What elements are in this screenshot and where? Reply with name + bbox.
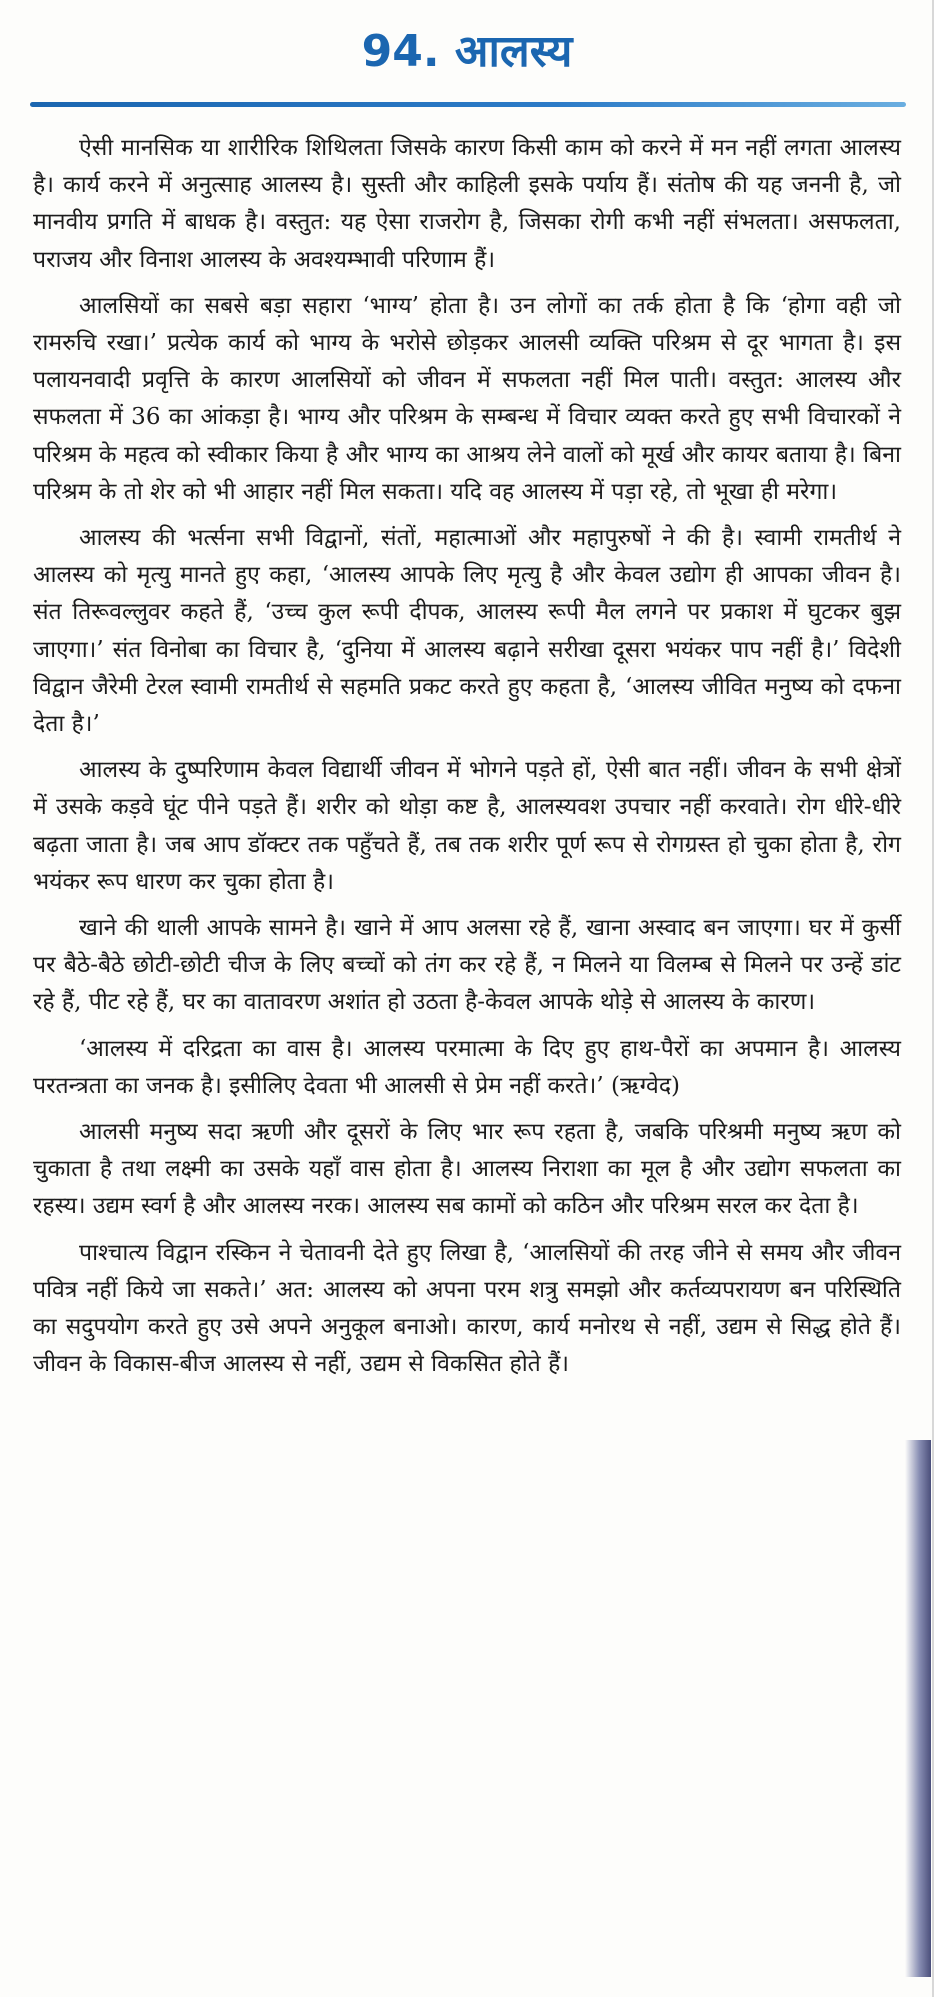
paragraph-6-quote: ‘आलस्य में दरिद्रता का वास है। आलस्य परमात्मा के दिए हुए हाथ-पैरों का अपमान है। आलस्य परतन्त्रता का जनक है। इसीलिए देवता भी आलसी से प्रेम नहीं करते।’ (ऋग्वेद) [33,1035,901,1099]
essay-body [33,130,901,1393]
title-underline-rule [30,102,906,107]
paragraph-2: आलसियों का सबसे बड़ा सहारा ‘भाग्य’ होता है। उन लोगों का तर्क होता है कि ‘होगा वही जो रामरुचि रखा।’ प्रत्येक कार्य को भाग्य के भरोसे छोड़कर आलसी व्यक्ति परिश्रम से दूर भागता है। इस पलायनवादी प्रवृत्ति के कारण आलसियों को जीवन में सफलता नहीं मिल पाती। वस्तुत: आलस्य और सफलता में 36 का आंकड़ा है। भाग्य और परिश्रम के सम्बन्ध में विचार व्यक्त करते हुए सभी विचारकों ने परिश्रम के महत्व को स्वीकार किया है और भाग्य का आश्रय लेने वालों को मूर्ख और कायर बताया है। बिना परिश्रम के तो शेर को भी आहार नहीं मिल सकता। यदि वह आलस्य में पड़ा रहे, तो भूखा ही मरेगा। [33,292,901,505]
page-edge-shadow [905,1440,931,1977]
paragraph-8: पाश्चात्य विद्वान रस्किन ने चेतावनी देते हुए लिखा है, ‘आलसियों की तरह जीने से समय और जीवन पवित्र नहीं किये जा सकते।’ अत: आलस्य को अपना परम शत्रु समझो और कर्तव्यपरायण बन परिस्थिति का सदुपयोग करते हुए उसे अपने अनुकूल बनाओ। कारण, कार्य मनोरथ से नहीं, उद्यम से सिद्ध होते हैं। जीवन के विकास-बीज आलस्य से नहीं, उद्यम से विकसित होते हैं। [33,1239,901,1378]
paragraph-5: खाने की थाली आपके सामने है। खाने में आप अलसा रहे हैं, खाना अस्वाद बन जाएगा। घर में कुर्सी पर बैठे-बैठे छोटी-छोटी चीज के लिए बच्चों को तंग कर रहे हैं, न मिलने या विलम्ब से मिलने पर उन्हें डांट रहे हैं, पीट रहे हैं, घर का वातावरण अशांत हो उठता है-केवल आपके थोड़े से आलस्य के कारण। [33,915,901,1016]
paragraph-7: आलसी मनुष्य सदा ऋणी और दूसरों के लिए भार रूप रहता है, जबकि परिश्रमी मनुष्य ऋण को चुकाता है तथा लक्ष्मी का उसके यहाँ वास होता है। आलस्य निराशा का मूल है और उद्योग सफलता का रहस्य। उद्यम स्वर्ग है और आलस्य नरक। आलस्य सब कामों को कठिन और परिश्रम सरल कर देता है। [33,1119,901,1220]
page-title: 94. आलस्य [361,26,573,77]
paragraph-4: आलस्य के दुष्परिणाम केवल विद्यार्थी जीवन में भोगने पड़ते हों, ऐसी बात नहीं। जीवन के सभी क्षेत्रों में उसके कड़वे घूंट पीने पड़ते हैं। शरीर को थोड़ा कष्ट है, आलस्यवश उपचार नहीं करवाते। रोग धीरे-धीरे बढ़ता जाता है। जब आप डॉक्टर तक पहुँचते हैं, तब तक शरीर पूर्ण रूप से रोगग्रस्त हो चुका होता है, रोग भयंकर रूप धारण कर चुका होता है। [33,757,901,895]
paragraph-3: आलस्य की भर्त्सना सभी विद्वानों, संतों, महात्माओं और महापुरुषों ने की है। स्वामी रामतीर्थ ने आलस्य को मृत्यु मानते हुए कहा, ‘आलस्य आपके लिए मृत्यु है और केवल उद्योग ही आपका जीवन है। संत तिरूवल्लुवर कहते हैं, ‘उच्च कुल रूपी दीपक, आलस्य रूपी मैल लगने पर प्रकाश में घुटकर बुझ जाएगा।’ संत विनोबा का विचार है, ‘दुनिया में आलस्य बढ़ाने सरीखा दूसरा भयंकर पाप नहीं है।’ विदेशी विद्वान जैरेमी टेरल स्वामी रामतीर्थ से सहमति प्रकट करते हुए कहता है, ‘आलस्य जीवित मनुष्य को दफना देता है।’ [33,525,901,738]
paragraph-1: ऐसी मानसिक या शारीरिक शिथिलता जिसके कारण किसी काम को करने में मन नहीं लगता आलस्य है। कार्य करने में अनुत्साह आलस्य है। सुस्ती और काहिली इसके पर्याय हैं। संतोष की यह जननी है, जो मानवीय प्रगति में बाधक है। वस्तुत: यह ऐसा राजरोग है, जिसका रोगी कभी नहीं संभलता। असफलता, पराजय और विनाश आलस्य के अवश्यम्भावी परिणाम हैं। [33,135,901,273]
